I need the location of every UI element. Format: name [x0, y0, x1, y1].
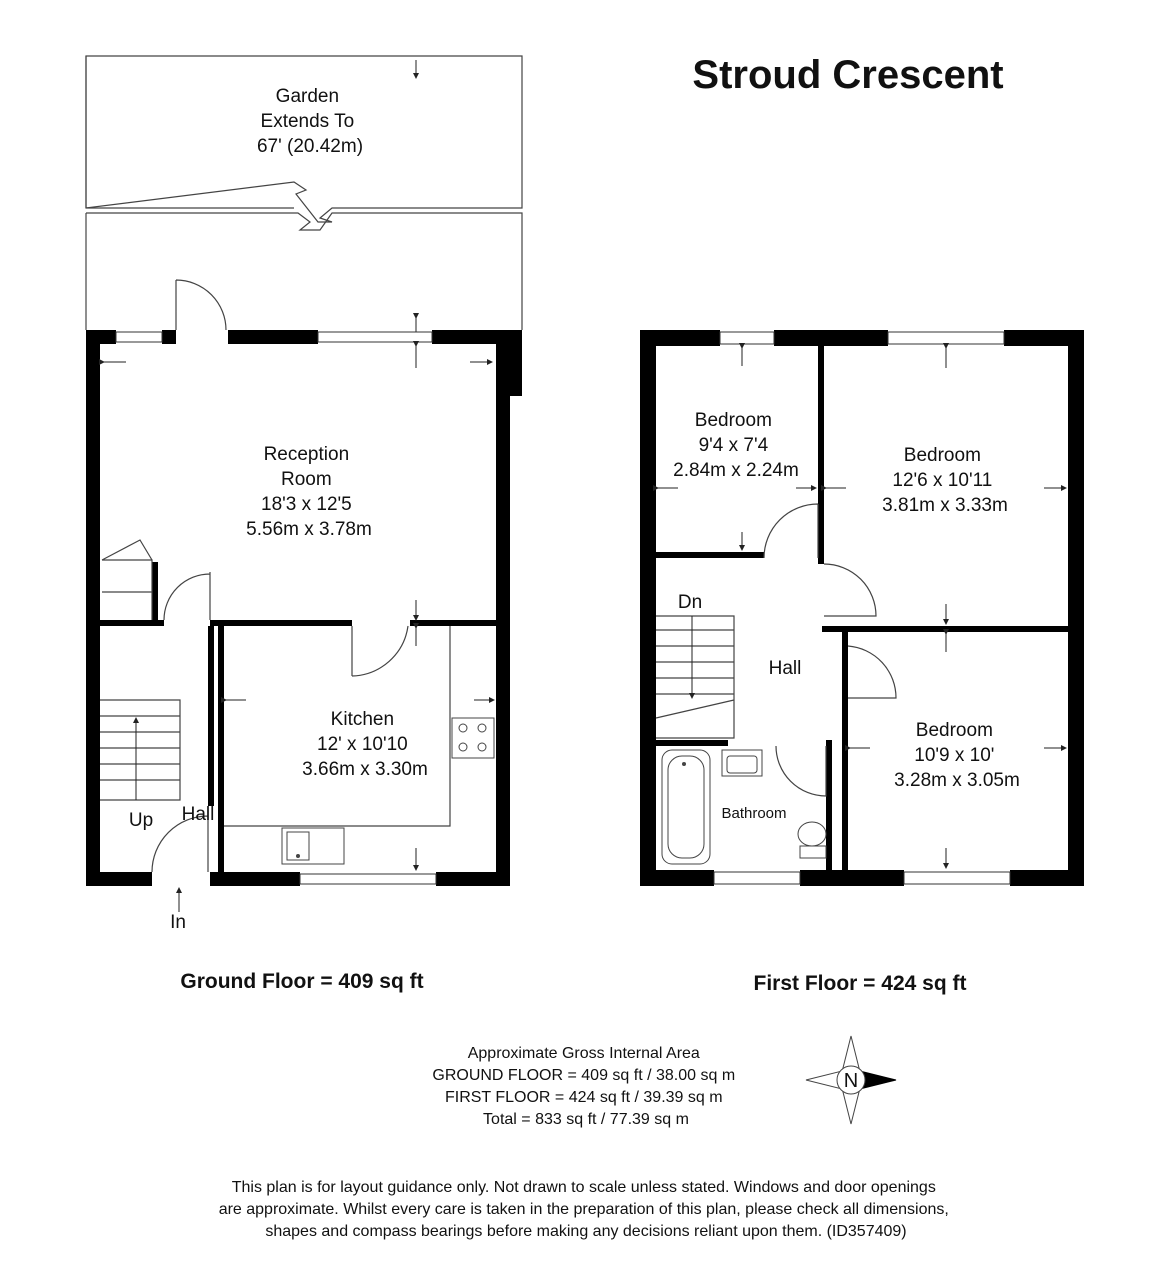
compass-rose-icon	[806, 1036, 896, 1124]
basin-icon	[722, 750, 762, 776]
toilet-icon	[798, 822, 826, 858]
bathtub-icon	[662, 750, 710, 864]
bedroom-small-label	[673, 410, 799, 481]
bedroom-small-imperial: 9'4 x 7'4	[698, 435, 769, 456]
reception-room-imperial: 18'3 x 12'5	[261, 494, 352, 515]
kitchen-name: Kitchen	[330, 709, 395, 730]
bedroom-third-label	[894, 720, 1020, 791]
ground-floor-stairs	[100, 700, 180, 800]
garden-label-line3: 67' (20.42m)	[256, 136, 364, 157]
reception-room-name: Reception	[263, 444, 350, 465]
disclaimer-line3: shapes and compass bearings before making any decisions reliant upon them. (ID357409)	[265, 1223, 907, 1240]
bedroom-third-imperial: 10'9 x 10'	[914, 745, 995, 766]
property-title: Stroud Crescent	[692, 53, 1004, 97]
disclaimer-line2: are approximate. Whilst every care is taken in the preparation of this plan, please check all dimensions,	[218, 1201, 949, 1218]
garden-label-line2: Extends To	[260, 111, 355, 132]
disclaimer	[219, 1179, 954, 1240]
entrance-label: In	[170, 912, 186, 933]
bedroom-third-metric: 3.28m x 3.05m	[894, 770, 1020, 791]
kitchen-imperial: 12' x 10'10	[317, 734, 408, 755]
first-hall-label: Hall	[768, 658, 802, 679]
bedroom-small-metric: 2.84m x 2.24m	[673, 460, 799, 481]
ground-hall-label: Hall	[181, 804, 215, 825]
garden-label-line1: Garden	[275, 86, 340, 107]
hob-icon	[452, 718, 494, 758]
bedroom-small-name: Bedroom	[694, 410, 772, 431]
compass-north-label: N	[843, 1070, 859, 1092]
area-summary-total: Total = 833 sq ft / 77.39 sq m	[483, 1111, 689, 1128]
reception-room-label	[246, 444, 372, 540]
kitchen-metric: 3.66m x 3.30m	[302, 759, 428, 780]
bedroom-third-name: Bedroom	[915, 720, 993, 741]
area-summary-ground: GROUND FLOOR = 409 sq ft / 38.00 sq m	[432, 1067, 736, 1084]
reception-room-name-2: Room	[281, 469, 332, 490]
bedroom-large-imperial: 12'6 x 10'11	[892, 470, 993, 491]
kitchen-label	[302, 709, 428, 780]
bedroom-large-name: Bedroom	[903, 445, 981, 466]
stairs-up-label: Up	[128, 810, 154, 831]
bathroom-label: Bathroom	[721, 805, 787, 822]
stairs-down-label: Dn	[677, 592, 703, 613]
bedroom-large-label	[882, 445, 1008, 516]
first-floor-area: First Floor = 424 sq ft	[753, 972, 967, 995]
disclaimer-line1: This plan is for layout guidance only. Not drawn to scale unless stated. Windows and door openings	[231, 1179, 936, 1196]
bedroom-large-metric: 3.81m x 3.33m	[882, 495, 1008, 516]
sink-icon	[282, 828, 344, 864]
ground-floor-area: Ground Floor = 409 sq ft	[180, 970, 424, 993]
first-floor-stairs	[656, 616, 734, 738]
area-summary	[432, 1045, 739, 1128]
garden-label	[257, 86, 363, 157]
area-summary-first: FIRST FLOOR = 424 sq ft / 39.39 sq m	[444, 1089, 723, 1106]
reception-room-metric: 5.56m x 3.78m	[246, 519, 372, 540]
area-summary-heading: Approximate Gross Internal Area	[467, 1045, 700, 1062]
